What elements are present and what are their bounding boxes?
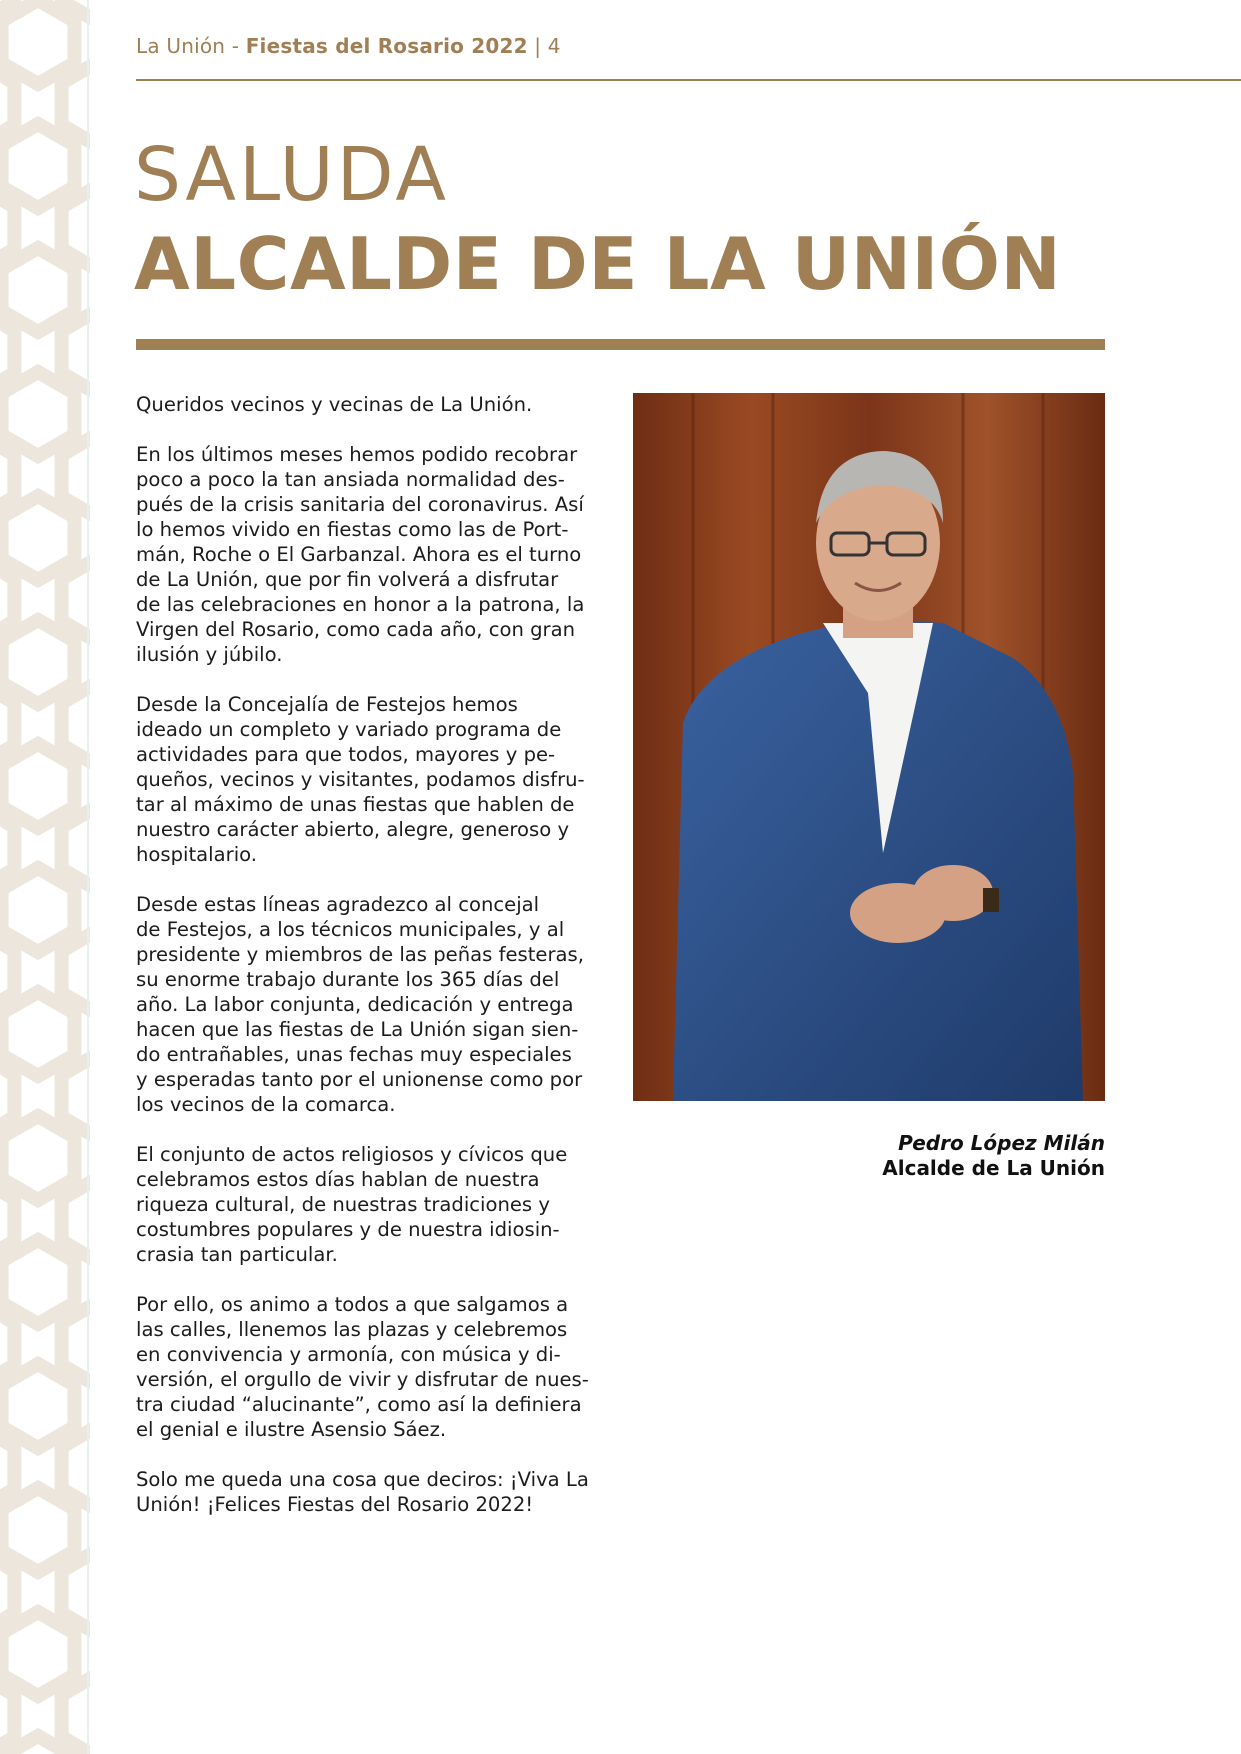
page-title-line1: SALUDA	[134, 132, 449, 218]
paragraph-line: poco a poco la tan ansiada normalidad des-	[136, 468, 565, 491]
paragraph-line: costumbres populares y de nuestra idiosin-	[136, 1218, 560, 1241]
paragraph-line: su enorme trabajo durante los 365 días del	[136, 968, 560, 991]
article-paragraph	[136, 1467, 616, 1517]
paragraph-line: hacen que las fiestas de La Unión sigan sien-	[136, 1018, 579, 1041]
paragraph-line: Unión! ¡Felices Fiestas del Rosario 2022!	[136, 1493, 534, 1516]
paragraph-line: tar al máximo de unas fiestas que hablen de	[136, 793, 575, 816]
running-header	[136, 34, 561, 58]
paragraph-line: hospitalario.	[136, 843, 258, 866]
paragraph-line: El conjunto de actos religiosos y cívicos que	[136, 1143, 568, 1166]
paragraph-line: En los últimos meses hemos podido recobrar	[136, 443, 578, 466]
page-title-line2: ALCALDE DE LA UNIÓN	[134, 222, 1062, 306]
paragraph-line: pués de la crisis sanitaria del coronavirus. Así	[136, 493, 584, 516]
article-paragraph	[136, 442, 616, 667]
paragraph-line: Queridos vecinos y vecinas de La Unión.	[136, 393, 533, 416]
paragraph-line: y esperadas tanto por el unionense como por	[136, 1068, 583, 1091]
paragraph-line: tra ciudad “alucinante”, como así la definiera	[136, 1393, 582, 1416]
paragraph-line: Solo me queda una cosa que deciros: ¡Viva La	[136, 1468, 589, 1491]
header-page-number: | 4	[534, 34, 561, 58]
article-paragraph	[136, 392, 616, 417]
paragraph-line: mán, Roche o El Garbanzal. Ahora es el turno	[136, 543, 582, 566]
hexagon-pattern	[0, 0, 90, 1754]
article-body	[136, 392, 616, 1542]
header-divider	[136, 79, 1241, 81]
paragraph-line: crasia tan particular.	[136, 1243, 338, 1266]
article-paragraph	[136, 1142, 616, 1267]
title-divider	[136, 339, 1105, 350]
paragraph-line: queños, vecinos y visitantes, podamos disfru-	[136, 768, 585, 791]
paragraph-line: de las celebraciones en honor a la patrona, la	[136, 593, 585, 616]
paragraph-line: do entrañables, unas fechas muy especiales	[136, 1043, 572, 1066]
caption-role: Alcalde de La Unión	[882, 1156, 1105, 1180]
paragraph-line: Virgen del Rosario, como cada año, con gran	[136, 618, 576, 641]
paragraph-line: en convivencia y armonía, con música y di-	[136, 1343, 561, 1366]
paragraph-line: ilusión y júbilo.	[136, 643, 283, 666]
paragraph-line: las calles, llenemos las plazas y celebremos	[136, 1318, 568, 1341]
paragraph-line: los vecinos de la comarca.	[136, 1093, 396, 1116]
portrait-photo	[633, 393, 1105, 1101]
paragraph-line: versión, el orgullo de vivir y disfrutar de nues-	[136, 1368, 589, 1391]
paragraph-line: lo hemos vivido en fiestas como las de Port-	[136, 518, 569, 541]
paragraph-line: de Festejos, a los técnicos municipales, y al	[136, 918, 565, 941]
article-paragraph	[136, 692, 616, 867]
paragraph-line: Por ello, os animo a todos a que salgamos a	[136, 1293, 569, 1316]
article-paragraph	[136, 1292, 616, 1442]
paragraph-line: presidente y miembros de las peñas festeras,	[136, 943, 584, 966]
article-paragraph	[136, 892, 616, 1117]
paragraph-line: nuestro carácter abierto, alegre, generoso y	[136, 818, 570, 841]
paragraph-line: celebramos estos días hablan de nuestra	[136, 1168, 540, 1191]
paragraph-line: el genial e ilustre Asensio Sáez.	[136, 1418, 447, 1441]
caption-name: Pedro López Milán	[898, 1131, 1105, 1155]
header-publication: Fiestas del Rosario 2022	[245, 34, 528, 58]
paragraph-line: Desde estas líneas agradezco al concejal	[136, 893, 540, 916]
header-prefix: La Unión -	[136, 34, 240, 58]
photo-caption	[633, 1131, 1105, 1181]
paragraph-line: ideado un completo y variado programa de	[136, 718, 562, 741]
paragraph-line: año. La labor conjunta, dedicación y entrega	[136, 993, 574, 1016]
paragraph-line: Desde la Concejalía de Festejos hemos	[136, 693, 518, 716]
paragraph-line: actividades para que todos, mayores y pe-	[136, 743, 556, 766]
paragraph-line: de La Unión, que por fin volverá a disfrutar	[136, 568, 559, 591]
paragraph-line: riqueza cultural, de nuestras tradiciones y	[136, 1193, 550, 1216]
